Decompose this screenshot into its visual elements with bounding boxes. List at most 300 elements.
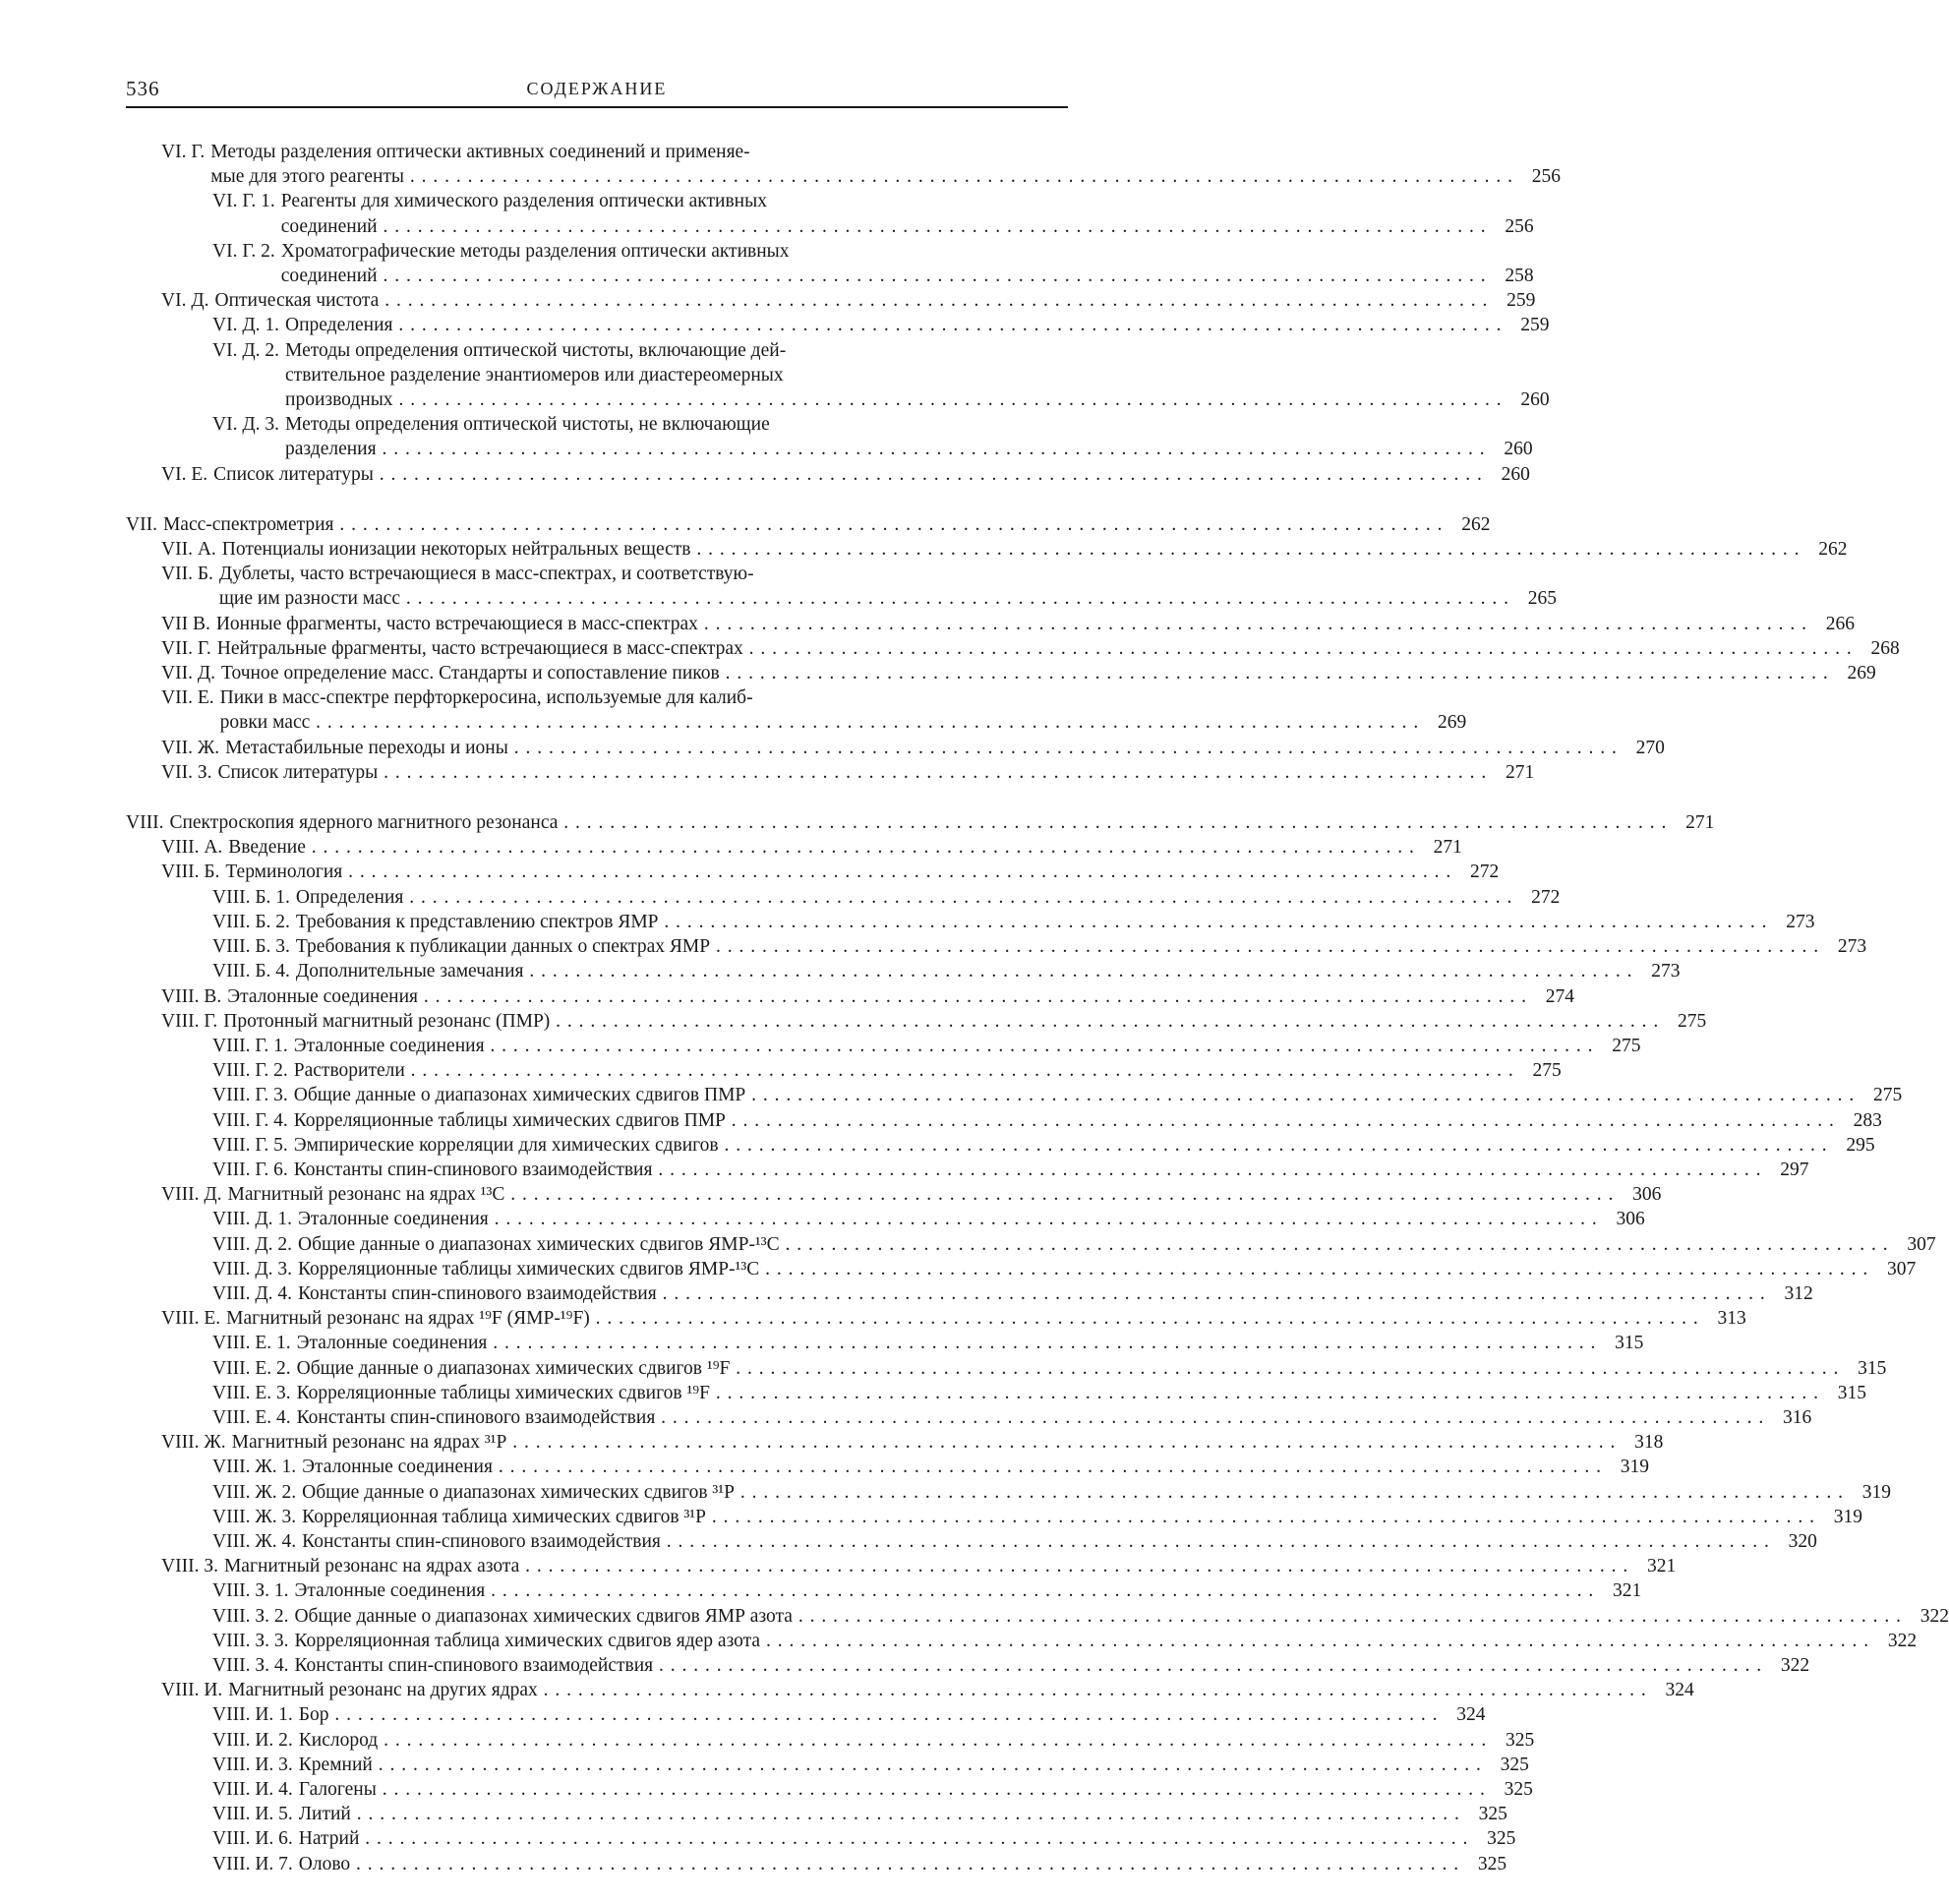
toc-entry-last-line [163,512,1491,537]
toc-entry-last-line [294,1108,1882,1133]
toc-entry [126,189,1534,238]
toc-entry-title-line: Хроматографические методы разделения оптически активных [280,240,790,262]
toc-entry-body [219,562,1557,611]
toc-entry-title-line: Протонный магнитный резонанс (ПМР) . . . [223,1009,1659,1034]
toc-entry-body [225,860,1499,884]
toc-entry-page: 307 [1887,1258,1917,1279]
toc-entry-page: 273 [1837,936,1867,958]
toc-entry-title-line: Потенциалы ионизации некоторых нейтральных веществ . . . [222,537,1801,562]
toc-entry-last-line [294,1034,1641,1058]
toc-entry-title-line: Олово . . . [299,1852,1459,1876]
toc-entry-number: VIII. Е. 3. [212,1382,291,1403]
toc-entry-title-line: соединений . . . [281,214,1487,239]
toc-entry [126,934,1867,959]
toc-entry-number: VIII. Г. 6. [212,1159,288,1180]
toc-entry-number: VIII. Б. [161,862,220,883]
toc-entry-page: 307 [1907,1233,1936,1255]
toc-entry-body [285,338,1550,413]
toc-entry-title-line: Магнитный резонанс на ядрах азота . . . [224,1554,1628,1578]
toc-entry [126,1306,1746,1331]
toc-entry-last-line [294,1083,1903,1107]
toc-entry-title-line: Кремний . . . [299,1753,1482,1777]
toc-entry-body [299,1728,1534,1753]
toc-entry-last-line [298,1207,1645,1231]
toc-entry-last-line [299,1802,1507,1826]
toc-entry-number: VIII. Е. [161,1308,221,1330]
toc-entry-last-line [299,1777,1533,1802]
toc-entry-title-line: Нейтральные фрагменты, часто встречающиеся в масс-спектрах . . . [217,636,1853,661]
toc-entry-number: VII. Е. [161,687,214,709]
toc-entry-number: VIII. А. [161,837,223,859]
toc-entry-body [216,612,1855,636]
toc-entry-title-line: Эталонные соединения . . . [302,1455,1602,1479]
toc-entry-last-line [296,910,1815,934]
toc-entry-last-line [169,810,1714,835]
toc-entry-title-line: Корреляционные таблицы химических сдвигов ПМР . . . [294,1108,1835,1133]
toc-entry-number: VII. [126,513,157,535]
toc-entry-title-line: Константы спин-спинового взаимодействия . . . [298,1281,1766,1306]
toc-entry-page: 275 [1678,1010,1707,1032]
toc-entry-body [294,1653,1809,1678]
toc-entry-page: 319 [1620,1457,1649,1478]
toc-entry-last-line [297,1405,1812,1430]
toc-entry-last-line [285,313,1549,337]
toc-entry-page: 316 [1783,1406,1812,1428]
toc-entry-body [294,1083,1903,1107]
toc-entry-number: VIII. Г. 2. [212,1060,288,1082]
toc-entry-last-line [285,387,1550,412]
toc-entry-title-line: ствительное разделение энантиомеров или диастереомерных [285,364,784,386]
toc-entry [126,1430,1664,1455]
toc-entry-last-line [228,1678,1694,1702]
toc-entry-page: 273 [1786,911,1815,932]
toc-entry-number: VIII. И. 6. [212,1828,293,1850]
toc-entry-title-line: Ионные фрагменты, часто встречающиеся в масс-спектрах . . . [216,612,1807,636]
toc-entry [126,1554,1677,1578]
toc-entry-number: VI. Д. 3. [212,414,280,436]
toc-entry-title-line: Определения . . . [285,313,1502,337]
toc-entry-title-line: Корреляционная таблица химических сдвигов ³¹P . . . [302,1505,1815,1529]
toc-entry-title-line: Эталонные соединения . . . [298,1207,1598,1231]
toc-entry-title-line: Магнитный резонанс на ядрах ¹⁹F (ЯМР-¹⁹F) . . . [226,1306,1699,1331]
toc-entry-page: 322 [1780,1654,1810,1676]
toc-entry-number: VIII. Ж. 2. [212,1481,297,1503]
toc-entry-body [169,810,1714,835]
toc-entry-number: VIII. Ж. 1. [212,1457,297,1478]
toc-entry [126,1728,1535,1753]
toc-entry-body [222,537,1848,562]
toc-entry-body [299,1802,1507,1826]
toc-entry-title-line: Введение . . . [228,835,1415,860]
toc-entry [126,636,1900,661]
toc-entry-body [297,1381,1866,1405]
toc-entry-number: VIII. Ж. [161,1432,226,1454]
toc-entry-last-line [217,760,1534,785]
toc-entry-number: VIII. З. 3. [212,1630,289,1651]
toc-entry-page: 325 [1500,1754,1529,1775]
toc-entry-title-line: Константы спин-спинового взаимодействия . . . [297,1405,1765,1430]
toc-entry-body [228,1182,1662,1207]
toc-entry-body [221,661,1876,685]
toc-entry-title-line: Эталонные соединения . . . [294,1034,1594,1058]
toc-entry-last-line [296,885,1560,910]
toc-entry-number: VIII. Б. 4. [212,961,290,982]
toc-entry-page: 258 [1505,266,1534,287]
toc-entry-body [294,1058,1562,1083]
toc-entry-page: 271 [1505,761,1535,783]
toc-entry-number: VIII. Г. 3. [212,1085,288,1106]
toc-entry-last-line [299,1852,1506,1876]
toc-entry-body [299,1777,1533,1802]
toc-entry-page: 283 [1853,1109,1882,1131]
toc-entry-title-line: Дублеты, часто встречающиеся в масс-спектрах, и соответствую- [218,564,754,585]
toc-entry-body [232,1430,1664,1455]
toc-entry [126,736,1665,760]
toc-entry-page: 322 [1919,1605,1949,1627]
toc-entry [126,1009,1707,1034]
toc-entry-number: VIII. И. [161,1680,223,1701]
toc-entry-page: 256 [1531,166,1562,188]
toc-entry-page: 313 [1717,1308,1746,1330]
toc-entry-number: VIII. Е. 4. [212,1406,291,1428]
toc-entry [126,512,1491,537]
toc-entry-title-line: Кислород . . . [299,1728,1487,1753]
toc-entry-body [299,1702,1486,1727]
toc-entry-title-line: Литий . . . [299,1802,1460,1826]
toc-entry [126,1405,1812,1430]
toc-entry-number: VIII. Г. 5. [212,1134,288,1156]
toc-entry-number: VIII. З. 1. [212,1580,289,1602]
toc-entry-page: 260 [1504,439,1533,460]
toc-entry-title-line: Определения . . . [296,885,1512,910]
toc-entry-number: VI. Д. [161,290,209,312]
toc-entry-title-line: Эталонные соединения . . . [297,1331,1597,1355]
page-number: 536 [126,77,160,100]
toc-entry-page: 306 [1632,1184,1662,1206]
toc-entry-last-line [228,1182,1662,1207]
toc-entry-page: 272 [1531,886,1561,908]
toc-entry-title-line: Корреляционные таблицы химических сдвигов ЯМР-¹³C . . . [298,1257,1868,1281]
toc-entry-number: VIII. Е. 2. [212,1357,291,1379]
toc-entry-body [302,1505,1862,1529]
toc-entry-title-line: Константы спин-спинового взаимодействия . . . [294,1158,1762,1182]
toc-entry-body [294,1158,1809,1182]
toc-entry-title-line: Константы спин-спинового взаимодействия . . . [294,1653,1762,1678]
toc-entry-body [296,934,1866,959]
toc-entry-number: VI. Г. 1. [212,191,275,212]
toc-entry-page: 259 [1506,290,1536,312]
toc-entry-last-line [299,1826,1516,1851]
toc-entry [126,1182,1662,1207]
toc-entry [126,1802,1507,1826]
toc-entry-body [210,140,1561,189]
toc-entry-body [296,910,1815,934]
toc-entry-number: VIII. Д. 4. [212,1282,292,1304]
toc-entry-body [163,512,1491,537]
toc-entry-body [294,1604,1948,1629]
toc-entry-number: VIII. Ж. 4. [212,1530,297,1552]
toc-entry-last-line [210,164,1561,189]
toc-entry [126,1083,1903,1107]
toc-entry-last-line [298,1232,1936,1257]
toc-entry-last-line [299,1728,1534,1753]
toc-entry-page: 274 [1545,985,1574,1007]
toc-entry [126,1826,1516,1851]
toc-entry-last-line [281,214,1534,239]
toc-entry [126,1653,1810,1678]
toc-entry-last-line [228,835,1462,860]
toc-entry-number: VIII. Ж. 3. [212,1506,297,1527]
toc-entry-number: VIII. Г. 4. [212,1109,288,1131]
toc-entry-number: VII. Ж. [161,737,220,758]
toc-entry-number: VII В. [161,613,210,634]
toc-entry-body [297,1405,1812,1430]
toc-section [126,512,1900,785]
toc-entry-number: VIII. Г. [161,1010,218,1032]
toc-entry-last-line [299,1702,1486,1727]
toc-entry-number: VII. А. [161,539,216,561]
toc-entry-page: 325 [1504,1779,1533,1800]
toc-entry-number: VI. Г. 2. [212,240,275,262]
toc-entry-title-line: ровки масс . . . [220,710,1420,735]
toc-entry-body [285,412,1533,461]
toc-entry-title-line: Методы определения оптической чистоты, не включающие [285,414,770,436]
toc-entry-body [294,1629,1917,1653]
toc-entry-body [298,1232,1936,1257]
toc-entry-page: 315 [1837,1382,1866,1403]
toc-entry-last-line [281,264,1534,288]
toc-entry-page: 265 [1527,588,1557,610]
toc-entry-last-line [294,1604,1948,1629]
toc-entry [126,239,1534,288]
toc-entry-last-line [302,1529,1817,1554]
toc-entry-title-line: Натрий . . . [299,1826,1469,1851]
toc-entry-body [298,1207,1645,1231]
toc-entry-last-line [213,462,1530,487]
toc-entry-page: 259 [1520,315,1550,336]
toc-entry-page: 262 [1818,539,1848,561]
toc-entry-body [302,1529,1817,1554]
toc-entry [126,338,1550,413]
toc-entry-page: 256 [1505,215,1534,237]
toc-entry [126,140,1562,189]
toc-entry-title-line: Общие данные о диапазонах химических сдвигов ЯМР-¹³C . . . [298,1232,1889,1257]
toc-entry [126,1381,1866,1405]
toc-entry-last-line [220,710,1467,735]
toc-entry-title-line: Реагенты для химического разделения оптически активных [280,191,767,212]
toc-entry [126,1158,1809,1182]
toc-entry-page: 273 [1651,961,1681,982]
toc-entry [126,661,1876,685]
toc-entry-number: VIII. И. 7. [212,1853,293,1874]
toc-entry-title-line: щие им разности масс . . . [219,586,1509,611]
toc-entry-last-line [298,1281,1813,1306]
toc-entry-body [297,1356,1887,1381]
toc-entry-page: 325 [1505,1729,1535,1751]
toc-entry-number: VIII. И. 5. [212,1804,293,1825]
toc-entry-last-line [297,1381,1866,1405]
toc-entry-number: VII. Д. [161,663,215,684]
toc-entry [126,1108,1882,1133]
toc-entry-body [228,1678,1694,1702]
toc-entry-body [299,1826,1516,1851]
toc-entry-last-line [302,1455,1649,1479]
toc-entry-last-line [296,959,1681,983]
toc-entry-page: 271 [1433,837,1462,859]
toc-entry [126,810,1715,835]
toc-entry-page: 275 [1873,1085,1903,1106]
toc-entry-title-line: Корреляционная таблица химических сдвигов ядер азота . . . [294,1629,1869,1653]
toc-entry-title-line: Общие данные о диапазонах химических сдвигов ПМР . . . [294,1083,1856,1107]
toc-entry-last-line [227,984,1574,1009]
toc-entry-title-line: Эталонные соединения . . . [294,1578,1594,1603]
toc-entry-body [227,984,1574,1009]
toc-entry-number: VIII. Д. 2. [212,1233,292,1255]
toc-entry-number: VI. Е. [161,463,208,485]
toc-entry [126,1777,1533,1802]
toc-entry-number: VIII. Е. 1. [212,1333,291,1354]
toc-entry [126,1207,1645,1231]
toc-entry-page: 315 [1858,1357,1887,1379]
toc-entry-page: 260 [1520,389,1550,411]
toc-entry-page: 324 [1665,1680,1694,1701]
toc-entry-title-line: Пики в масс-спектре перфторкеросина, используемые для калиб- [219,687,753,709]
toc-entry-title-line: Дополнительные замечания . . . [296,959,1633,983]
toc-entry-title-line: Эмпирические корреляции для химических сдвигов . . . [294,1133,1828,1158]
toc-entry-last-line [217,636,1900,661]
toc-entry-number: VIII. Д. 3. [212,1258,292,1279]
toc-entry-body [225,736,1665,760]
toc-entry [126,1281,1813,1306]
toc-entry-body [224,1554,1676,1578]
toc-entry-title-line: Точное определение масс. Стандарты и сопоставление пиков . . . [221,661,1829,685]
toc-entry-title-line: Спектроскопия ядерного магнитного резонанса . . . [169,810,1667,835]
toc-entry-number: VII. Б. [161,564,213,585]
toc-entry-body [281,189,1534,238]
toc-entry-page: 306 [1616,1209,1645,1230]
toc-entry-title-line: Терминология . . . [225,860,1451,884]
toc-entry [126,1529,1817,1554]
toc-entry [126,1331,1644,1355]
toc-entry-page: 321 [1647,1556,1677,1577]
toc-entry-title-line: Константы спин-спинового взаимодействия . . . [302,1529,1770,1554]
toc-entry-number: VIII. И. 3. [212,1754,293,1775]
toc-entry-last-line [215,288,1536,313]
toc-entry-title-line: Общие данные о диапазонах химических сдвигов ³¹P . . . [302,1480,1844,1505]
toc-entry-number: VIII. В. [161,985,222,1007]
toc-entry-title-line: Общие данные о диапазонах химических сдвигов ЯМР азота . . . [294,1604,1901,1629]
toc-entry [126,984,1574,1009]
toc-entry-title-line: соединений . . . [281,264,1487,288]
toc-entry-number: VIII. З. 4. [212,1654,289,1676]
toc-entry-title-line: Магнитный резонанс на ядрах ¹³C . . . [228,1182,1615,1207]
toc-entry-page: 318 [1634,1432,1664,1454]
toc-entry [126,1058,1562,1083]
toc-entry-body [302,1480,1891,1505]
toc-entry-number: VI. Г. [161,142,206,162]
toc-entry-last-line [225,860,1499,884]
toc-entry-number: VIII. И. 1. [212,1704,293,1726]
toc-entry [126,860,1500,884]
toc-entry-title-line: разделения . . . [285,437,1486,461]
toc-entry [126,1505,1862,1529]
toc-entry [126,959,1681,983]
toc-entry-body [226,1306,1746,1331]
toc-entry [126,1257,1917,1281]
toc-entry-last-line [222,537,1848,562]
toc-entry [126,1678,1694,1702]
toc-entry-title-line: Метастабильные переходы и ионы . . . [225,736,1618,760]
toc-entry-title-line: Магнитный резонанс на других ядрах . . . [228,1678,1647,1702]
toc-entry [126,910,1815,934]
toc-entry-body [294,1108,1882,1133]
toc-entry [126,537,1848,562]
toc-entry-last-line [232,1430,1664,1455]
toc-entry-title-line: Растворители . . . [294,1058,1514,1083]
toc-section [126,140,1562,487]
toc-entry-title-line: Требования к представлению спектров ЯМР . . . [296,910,1768,934]
page-header [126,77,1068,108]
toc-entry-body [298,1281,1813,1306]
toc-entry-title-line: Магнитный резонанс на ядрах ³¹P . . . [232,1430,1617,1455]
toc-entry-last-line [297,1356,1887,1381]
toc-entry-last-line [216,612,1855,636]
toc-entry-last-line [296,934,1866,959]
toc-entry-body [213,462,1530,487]
toc-entry [126,1753,1529,1777]
toc-entry-body [223,1009,1706,1034]
toc-entry-page: 319 [1861,1481,1891,1503]
toc-entry-body [281,239,1534,288]
toc-entry-last-line [285,437,1533,461]
toc-entry-body [296,885,1560,910]
toc-entry-number: VIII. З. 2. [212,1605,289,1627]
toc-entry [126,1232,1936,1257]
toc-entry [126,1702,1486,1727]
toc-entry-title-line: мые для этого реагенты . . . [210,164,1513,189]
toc-entry-title-line: Методы определения оптической чистоты, включающие дей- [285,339,787,361]
toc-entry-last-line [294,1629,1917,1653]
toc-entry [126,1034,1641,1058]
toc-entry-page: 270 [1635,737,1665,758]
toc-entry-number: VIII. Д. 1. [212,1209,292,1230]
toc-entry-body [217,760,1534,785]
toc-entry-last-line [219,586,1557,611]
toc-entry-number: VIII. Д. [161,1184,222,1206]
toc-entry-page: 315 [1615,1333,1644,1354]
toc-entry-last-line [223,1009,1706,1034]
toc-entry-page: 325 [1487,1828,1516,1850]
toc-entry [126,1578,1642,1603]
toc-entry-body [299,1753,1529,1777]
toc-entry-page: 262 [1461,513,1491,535]
toc-entry-body [298,1257,1916,1281]
toc-entry-title-line: Методы разделения оптически активных соединений и применяе- [210,142,750,162]
toc-entry-title-line: Галогены . . . [299,1777,1486,1802]
toc-entry-page: 269 [1847,663,1876,684]
toc-entry [126,1356,1887,1381]
toc-entry-number: VI. Д. 1. [212,315,280,336]
toc-entry [126,1455,1649,1479]
toc-entry [126,1629,1918,1653]
toc-entry-last-line [302,1505,1862,1529]
running-title: СОДЕРЖАНИЕ [526,79,668,98]
toc-entry-page: 325 [1477,1853,1507,1874]
toc-entry-number: VII. З. [161,761,212,783]
toc-entry-title-line: Список литературы . . . [213,462,1483,487]
toc-entry [126,562,1557,611]
toc-entry-last-line [225,736,1665,760]
